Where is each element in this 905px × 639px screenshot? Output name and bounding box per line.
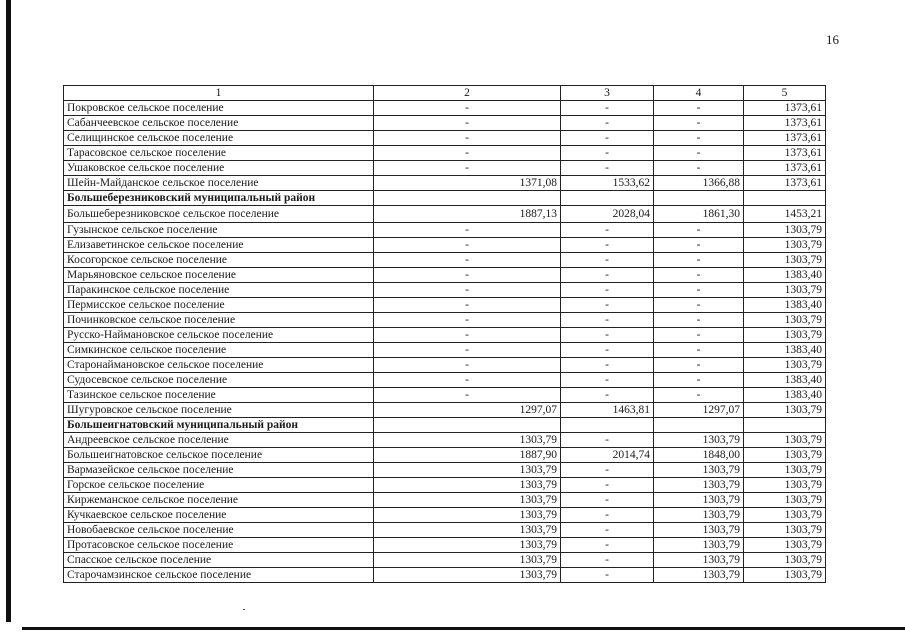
page-number: 16 — [826, 32, 839, 47]
value-cell-2: - — [374, 161, 561, 176]
value-cell-4: 1303,79 — [654, 478, 744, 493]
value-cell-3: - — [561, 116, 654, 131]
value-cell-5: 1303,79 — [744, 358, 826, 373]
value-cell-3: - — [561, 328, 654, 343]
column-header: 3 — [561, 86, 654, 101]
value-cell-5: 1303,79 — [744, 478, 826, 493]
value-cell-5: 1303,79 — [744, 403, 826, 418]
table-row — [64, 433, 826, 448]
settlement-name-cell: Починковское сельское поселение — [64, 313, 374, 328]
value-cell-4 — [654, 191, 744, 206]
settlement-name-cell: Шейн-Майданское сельское поселение — [64, 176, 374, 191]
value-cell-3: - — [561, 373, 654, 388]
value-cell-5: 1303,79 — [744, 463, 826, 478]
value-cell-2: - — [374, 238, 561, 253]
value-cell-3: - — [561, 388, 654, 403]
value-cell-3: - — [561, 553, 654, 568]
settlement-name-cell: Шугуровское сельское поселение — [64, 403, 374, 418]
value-cell-4: - — [654, 313, 744, 328]
value-cell-3: - — [561, 101, 654, 116]
settlement-name-cell: Ушаковское сельское поселение — [64, 161, 374, 176]
table-row — [64, 298, 826, 313]
table-row — [64, 268, 826, 283]
table-row — [64, 238, 826, 253]
table-row — [64, 448, 826, 463]
value-cell-5: 1303,79 — [744, 313, 826, 328]
settlement-name-cell: Кучкаевское сельское поселение — [64, 508, 374, 523]
value-cell-3: - — [561, 161, 654, 176]
value-cell-3: - — [561, 478, 654, 493]
table-row — [64, 343, 826, 358]
value-cell-3: 2028,04 — [561, 206, 654, 223]
value-cell-2: - — [374, 388, 561, 403]
settlement-name-cell: Русско-Наймановское сельское поселение — [64, 328, 374, 343]
settlement-name-cell: Паракинское сельское поселение — [64, 283, 374, 298]
value-cell-5: 1373,61 — [744, 101, 826, 116]
value-cell-4: - — [654, 116, 744, 131]
settlement-name-cell: Косогорское сельское поселение — [64, 253, 374, 268]
table-row — [64, 176, 826, 191]
value-cell-3: - — [561, 238, 654, 253]
value-cell-5: 1383,40 — [744, 343, 826, 358]
value-cell-4: - — [654, 283, 744, 298]
value-cell-2: - — [374, 268, 561, 283]
table-row — [64, 508, 826, 523]
settlement-name-cell: Большеберезниковский муниципальный район — [64, 191, 374, 206]
value-cell-2: - — [374, 313, 561, 328]
table-row — [64, 373, 826, 388]
value-cell-2: 1303,79 — [374, 463, 561, 478]
table-row — [64, 538, 826, 553]
table-row — [64, 223, 826, 238]
table-row — [64, 146, 826, 161]
column-header: 4 — [654, 86, 744, 101]
table-row — [64, 328, 826, 343]
value-cell-4: 1303,79 — [654, 523, 744, 538]
value-cell-3 — [561, 191, 654, 206]
scan-speck — [243, 609, 245, 610]
value-cell-4: 1303,79 — [654, 568, 744, 583]
value-cell-3: - — [561, 268, 654, 283]
value-cell-4: 1848,00 — [654, 448, 744, 463]
table-row — [64, 403, 826, 418]
value-cell-5: 1383,40 — [744, 298, 826, 313]
table-row — [64, 388, 826, 403]
value-cell-5: 1303,79 — [744, 568, 826, 583]
table-row — [64, 283, 826, 298]
value-cell-4: 1861,30 — [654, 206, 744, 223]
value-cell-4: - — [654, 358, 744, 373]
table-row — [64, 313, 826, 328]
value-cell-2: - — [374, 146, 561, 161]
value-cell-5: 1373,61 — [744, 116, 826, 131]
table-row — [64, 478, 826, 493]
value-cell-5: 1383,40 — [744, 373, 826, 388]
settlement-name-cell: Протасовское сельское поселение — [64, 538, 374, 553]
value-cell-4: - — [654, 388, 744, 403]
value-cell-4: - — [654, 101, 744, 116]
table-row — [64, 101, 826, 116]
district-row — [64, 191, 826, 206]
settlement-name-cell: Горское сельское поселение — [64, 478, 374, 493]
value-cell-4: - — [654, 131, 744, 146]
settlement-name-cell: Гузынское сельское поселение — [64, 223, 374, 238]
value-cell-4: - — [654, 298, 744, 313]
value-cell-3: - — [561, 493, 654, 508]
value-cell-4: - — [654, 146, 744, 161]
settlement-name-cell: Большеигнатовский муниципальный район — [64, 418, 374, 433]
scan-bottom-bar — [22, 627, 905, 630]
settlement-name-cell: Спасское сельское поселение — [64, 553, 374, 568]
value-cell-2: - — [374, 358, 561, 373]
settlement-name-cell: Симкинское сельское поселение — [64, 343, 374, 358]
value-cell-3: - — [561, 223, 654, 238]
settlement-name-cell: Судосевское сельское поселение — [64, 373, 374, 388]
column-header: 2 — [374, 86, 561, 101]
value-cell-3: - — [561, 508, 654, 523]
value-cell-3: - — [561, 568, 654, 583]
value-cell-5 — [744, 418, 826, 433]
value-cell-3 — [561, 418, 654, 433]
value-cell-3: - — [561, 298, 654, 313]
value-cell-4: 1303,79 — [654, 508, 744, 523]
table-row — [64, 206, 826, 223]
value-cell-4: - — [654, 268, 744, 283]
value-cell-3: - — [561, 433, 654, 448]
value-cell-5: 1373,61 — [744, 146, 826, 161]
table-header-row — [64, 86, 826, 101]
value-cell-2: - — [374, 343, 561, 358]
value-cell-4: 1366,88 — [654, 176, 744, 191]
value-cell-2 — [374, 191, 561, 206]
settlement-name-cell: Селищинское сельское поселение — [64, 131, 374, 146]
table-row — [64, 116, 826, 131]
table-row — [64, 161, 826, 176]
value-cell-3: - — [561, 131, 654, 146]
value-cell-4: - — [654, 161, 744, 176]
settlement-name-cell: Старочамзинское сельское поселение — [64, 568, 374, 583]
table-row — [64, 523, 826, 538]
value-cell-2: - — [374, 283, 561, 298]
value-cell-5: 1303,79 — [744, 223, 826, 238]
table-row — [64, 553, 826, 568]
value-cell-5: 1303,79 — [744, 553, 826, 568]
value-cell-4: 1303,79 — [654, 433, 744, 448]
value-cell-2: 1297,07 — [374, 403, 561, 418]
settlements-table — [63, 85, 826, 583]
value-cell-3: - — [561, 358, 654, 373]
value-cell-3: - — [561, 538, 654, 553]
value-cell-5: 1303,79 — [744, 523, 826, 538]
settlement-name-cell: Новобаевское сельское поселение — [64, 523, 374, 538]
value-cell-4: - — [654, 223, 744, 238]
value-cell-5: 1303,79 — [744, 538, 826, 553]
value-cell-2: 1887,90 — [374, 448, 561, 463]
column-header: 5 — [744, 86, 826, 101]
table-row — [64, 493, 826, 508]
value-cell-2: - — [374, 223, 561, 238]
settlement-name-cell: Старонаймановское сельское поселение — [64, 358, 374, 373]
value-cell-2: 1303,79 — [374, 538, 561, 553]
settlement-name-cell: Тазинское сельское поселение — [64, 388, 374, 403]
settlement-name-cell: Пермисское сельское поселение — [64, 298, 374, 313]
value-cell-5: 1303,79 — [744, 508, 826, 523]
value-cell-2: 1303,79 — [374, 523, 561, 538]
value-cell-3: - — [561, 253, 654, 268]
value-cell-3: - — [561, 313, 654, 328]
column-header: 1 — [64, 86, 374, 101]
value-cell-2: - — [374, 116, 561, 131]
settlement-name-cell: Киржеманское сельское поселение — [64, 493, 374, 508]
value-cell-4: 1303,79 — [654, 553, 744, 568]
district-row — [64, 418, 826, 433]
value-cell-2: 1303,79 — [374, 568, 561, 583]
value-cell-5: 1303,79 — [744, 283, 826, 298]
value-cell-5: 1373,61 — [744, 161, 826, 176]
scan-margin-bar — [6, 0, 11, 622]
value-cell-3: - — [561, 146, 654, 161]
settlement-name-cell: Сабанчеевское сельское поселение — [64, 116, 374, 131]
value-cell-4: 1303,79 — [654, 493, 744, 508]
value-cell-4: 1303,79 — [654, 463, 744, 478]
settlement-name-cell: Вармазейское сельское поселение — [64, 463, 374, 478]
value-cell-5: 1453,21 — [744, 206, 826, 223]
value-cell-2: 1303,79 — [374, 493, 561, 508]
settlement-name-cell: Елизаветинское сельское поселение — [64, 238, 374, 253]
value-cell-5: 1373,61 — [744, 131, 826, 146]
value-cell-5: 1383,40 — [744, 268, 826, 283]
table-row — [64, 463, 826, 478]
settlement-name-cell: Большеберезниковское сельское поселение — [64, 206, 374, 223]
value-cell-4: 1303,79 — [654, 538, 744, 553]
value-cell-4: - — [654, 253, 744, 268]
value-cell-5: 1303,79 — [744, 238, 826, 253]
value-cell-5: 1373,61 — [744, 176, 826, 191]
value-cell-5: 1303,79 — [744, 448, 826, 463]
table-row — [64, 253, 826, 268]
value-cell-4: - — [654, 328, 744, 343]
settlement-name-cell: Покровское сельское поселение — [64, 101, 374, 116]
value-cell-2: 1303,79 — [374, 553, 561, 568]
value-cell-5: 1383,40 — [744, 388, 826, 403]
value-cell-3: - — [561, 343, 654, 358]
value-cell-3: - — [561, 523, 654, 538]
value-cell-2: - — [374, 131, 561, 146]
value-cell-4: - — [654, 343, 744, 358]
value-cell-5: 1303,79 — [744, 433, 826, 448]
table-row — [64, 358, 826, 373]
settlement-name-cell: Тарасовское сельское поселение — [64, 146, 374, 161]
value-cell-2 — [374, 418, 561, 433]
value-cell-3: - — [561, 283, 654, 298]
value-cell-2: - — [374, 253, 561, 268]
settlement-name-cell: Марьяновское сельское поселение — [64, 268, 374, 283]
value-cell-2: 1303,79 — [374, 478, 561, 493]
value-cell-2: - — [374, 373, 561, 388]
value-cell-3: - — [561, 463, 654, 478]
value-cell-2: 1303,79 — [374, 508, 561, 523]
value-cell-2: 1371,08 — [374, 176, 561, 191]
value-cell-4: - — [654, 373, 744, 388]
table-row — [64, 131, 826, 146]
value-cell-4: 1297,07 — [654, 403, 744, 418]
value-cell-4: - — [654, 238, 744, 253]
value-cell-5: 1303,79 — [744, 253, 826, 268]
settlement-name-cell: Андреевское сельское поселение — [64, 433, 374, 448]
value-cell-3: 1463,81 — [561, 403, 654, 418]
value-cell-5 — [744, 191, 826, 206]
table-row — [64, 568, 826, 583]
value-cell-5: 1303,79 — [744, 328, 826, 343]
value-cell-2: 1303,79 — [374, 433, 561, 448]
value-cell-3: 1533,62 — [561, 176, 654, 191]
value-cell-4 — [654, 418, 744, 433]
value-cell-2: - — [374, 328, 561, 343]
value-cell-3: 2014,74 — [561, 448, 654, 463]
value-cell-2: - — [374, 101, 561, 116]
settlement-name-cell: Большеигнатовское сельское поселение — [64, 448, 374, 463]
value-cell-5: 1303,79 — [744, 493, 826, 508]
value-cell-2: - — [374, 298, 561, 313]
value-cell-2: 1887,13 — [374, 206, 561, 223]
